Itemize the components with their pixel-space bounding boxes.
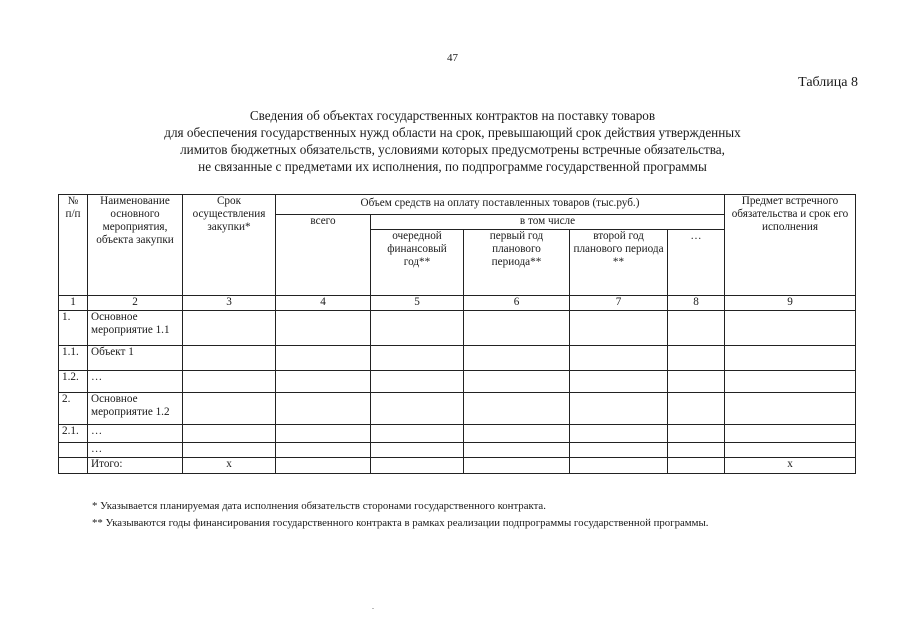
header-total: всего — [276, 215, 371, 296]
row-number — [59, 443, 88, 458]
row-number: 2.1. — [59, 425, 88, 443]
row-name: Основное мероприятие 1.2 — [88, 393, 183, 425]
row-obligation — [725, 393, 856, 425]
table-row — [59, 371, 856, 393]
column-number: 6 — [464, 296, 570, 311]
row-name: … — [88, 443, 183, 458]
row-term: x — [183, 458, 276, 474]
column-number: 1 — [59, 296, 88, 311]
table-row — [59, 346, 856, 371]
row-number: 2. — [59, 393, 88, 425]
header-funding-volume: Объем средств на оплату поставленных товаров (тыс.руб.) — [276, 195, 725, 215]
title-line: лимитов бюджетных обязательств, условиями которых предусмотрены встречные обязательства, — [180, 142, 725, 157]
title-line: для обеспечения государственных нужд области на срок, превышающий срок действия утвержденных — [164, 125, 741, 140]
row-term — [183, 443, 276, 458]
scan-speck — [372, 608, 374, 609]
row-term — [183, 371, 276, 393]
row-term — [183, 393, 276, 425]
header-row-number: № п/п — [59, 195, 88, 296]
row-obligation — [725, 311, 856, 346]
row-obligation — [725, 346, 856, 371]
header-current-year: очередной финансовый год** — [371, 230, 464, 296]
column-number: 3 — [183, 296, 276, 311]
row-term — [183, 346, 276, 371]
table-row — [59, 443, 856, 458]
row-name: … — [88, 371, 183, 393]
row-name: Основное мероприятие 1.1 — [88, 311, 183, 346]
header-procurement-term: Срок осуществления закупки* — [183, 195, 276, 296]
row-name: Объект 1 — [88, 346, 183, 371]
table-row — [59, 458, 856, 474]
row-obligation — [725, 371, 856, 393]
column-number: 9 — [725, 296, 856, 311]
column-number: 8 — [668, 296, 725, 311]
page-number: 47 — [447, 52, 458, 64]
row-number: 1.1. — [59, 346, 88, 371]
contracts-table — [58, 194, 856, 474]
header-first-plan-year: первый год планового периода** — [464, 230, 570, 296]
column-number: 7 — [570, 296, 668, 311]
table-row — [59, 311, 856, 346]
table-row — [59, 425, 856, 443]
header-counter-obligation: Предмет встречного обязательства и срок его исполнения — [725, 195, 856, 296]
header-activity-name: Наименование основного мероприятия, объекта закупки — [88, 195, 183, 296]
column-number: 2 — [88, 296, 183, 311]
header-second-plan-year: второй год планового периода ** — [570, 230, 668, 296]
table-row — [59, 393, 856, 425]
header-more-years: … — [668, 230, 725, 296]
document-title — [0, 107, 905, 175]
row-name: … — [88, 425, 183, 443]
row-number — [59, 458, 88, 474]
row-number: 1. — [59, 311, 88, 346]
row-term — [183, 311, 276, 346]
row-number: 1.2. — [59, 371, 88, 393]
footnotes — [92, 498, 708, 532]
row-term — [183, 425, 276, 443]
column-number: 5 — [371, 296, 464, 311]
column-number: 4 — [276, 296, 371, 311]
row-obligation — [725, 443, 856, 458]
title-line: Сведения об объектах государственных контрактов на поставку товаров — [249, 108, 656, 123]
row-name: Итого: — [88, 458, 183, 474]
footnote: ** Указываются годы финансирования государственного контракта в рамках реализации подпрограммы государственной программы. — [92, 517, 709, 529]
header-including: в том числе — [371, 215, 725, 230]
footnote: * Указывается планируемая дата исполнения обязательств сторонами государственного контракта. — [92, 500, 546, 512]
title-line: не связанные с предметами их исполнения, по подпрограмме государственной программы — [198, 159, 707, 174]
row-obligation — [725, 425, 856, 443]
row-obligation: x — [725, 458, 856, 474]
table-label: Таблица 8 — [798, 75, 858, 90]
